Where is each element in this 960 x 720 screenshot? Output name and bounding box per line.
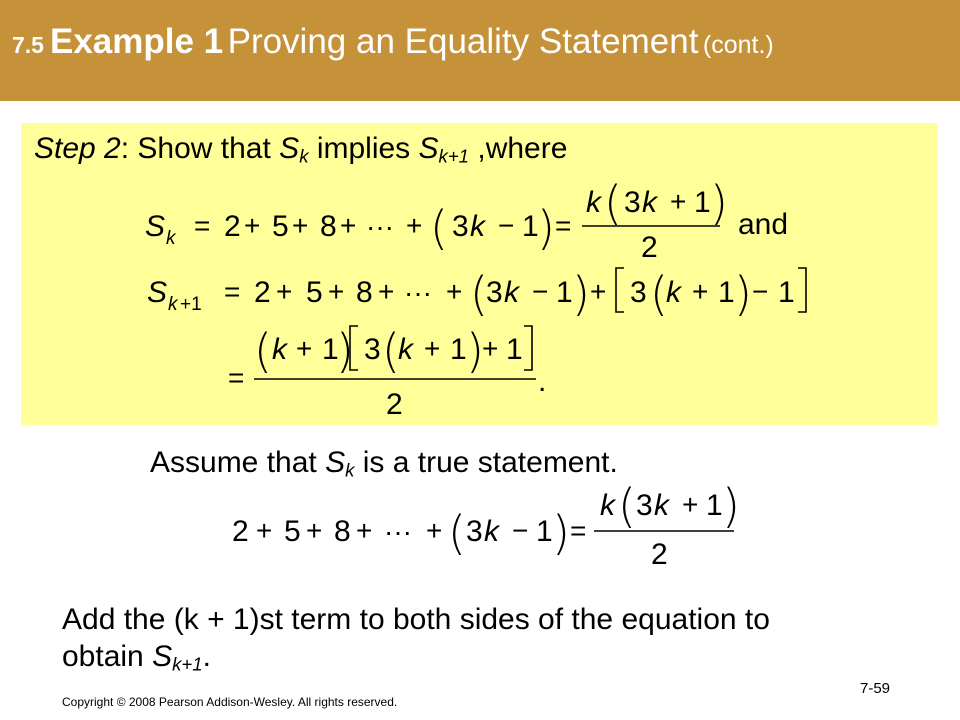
svg-text:3: 3 [452, 210, 469, 243]
svg-text:+: + [590, 276, 607, 307]
svg-text:3: 3 [486, 276, 503, 309]
equation-assumption [232, 479, 740, 571]
svg-text:−: − [752, 276, 769, 307]
svg-text:···: ··· [384, 516, 412, 547]
svg-text:k: k [666, 276, 681, 309]
svg-text:+: + [296, 333, 313, 364]
svg-text:3: 3 [466, 515, 483, 548]
svg-text:···: ··· [366, 211, 394, 242]
svg-text:+: + [276, 276, 293, 307]
svg-text:+: + [292, 210, 309, 241]
svg-text:+: + [424, 333, 441, 364]
svg-text:2: 2 [224, 210, 241, 243]
svg-text:k: k [600, 489, 615, 522]
svg-text:+: + [328, 276, 345, 307]
svg-text:k: k [586, 186, 601, 219]
svg-text:3: 3 [364, 333, 381, 366]
svg-text:k: k [166, 228, 176, 249]
svg-text:k: k [654, 489, 669, 522]
svg-text:5: 5 [284, 515, 301, 548]
svg-text:(: ( [430, 201, 448, 255]
svg-text:S: S [145, 210, 166, 243]
svg-text:1: 1 [778, 276, 795, 309]
svg-text:): ) [572, 267, 590, 321]
instruction-line-1: Add the (k + 1)st term to both sides of the equation to [62, 603, 770, 636]
svg-text:k: k [642, 186, 657, 219]
section-number: 7.5 [12, 32, 44, 58]
page-number: 7-59 [860, 680, 891, 697]
svg-text:and: and [738, 208, 789, 241]
svg-text:3: 3 [624, 186, 641, 219]
svg-text:+: + [340, 210, 357, 241]
assumption-statement: Assume that $S_k$ is a true statement. [150, 446, 618, 481]
svg-text:(: ( [470, 267, 488, 321]
svg-text:···: ··· [404, 277, 432, 308]
svg-text:=: = [194, 210, 211, 241]
svg-text:(: ( [604, 176, 622, 230]
cont-label: (cont.) [702, 31, 774, 59]
svg-text:+1: +1 [180, 294, 202, 315]
svg-text:8: 8 [320, 210, 337, 243]
svg-text:3: 3 [630, 276, 647, 309]
example-label: Example 1 [49, 22, 224, 61]
svg-text:2: 2 [386, 388, 403, 421]
svg-text:5: 5 [272, 210, 289, 243]
svg-text:+: + [670, 186, 687, 217]
svg-text:1: 1 [450, 333, 467, 366]
svg-text:S: S [147, 276, 168, 309]
svg-text:(: ( [254, 324, 272, 378]
svg-text:8: 8 [356, 276, 373, 309]
svg-text:2: 2 [651, 538, 668, 571]
svg-text:): ) [710, 176, 728, 230]
svg-text:): ) [336, 324, 354, 378]
copyright-notice: Copyright © 2008 Pearson Addison-Wesley. All rights reserved. [62, 695, 398, 709]
svg-text:5: 5 [306, 276, 323, 309]
svg-text:): ) [537, 201, 555, 255]
svg-text:(: ( [650, 267, 668, 321]
svg-text:2: 2 [254, 276, 271, 309]
svg-text:k: k [504, 276, 519, 309]
svg-text:=: = [228, 362, 245, 393]
title-text: Proving an Equality Statement [227, 22, 699, 61]
svg-text:1: 1 [706, 489, 723, 522]
svg-text:+: + [446, 276, 463, 307]
svg-text:+: + [256, 515, 273, 546]
svg-text:=: = [224, 276, 241, 307]
svg-text:+: + [356, 515, 373, 546]
svg-text:2: 2 [232, 515, 249, 548]
svg-text:1: 1 [322, 333, 339, 366]
svg-text:(: ( [618, 479, 636, 533]
svg-text:1: 1 [536, 515, 553, 548]
svg-text:): ) [466, 324, 484, 378]
svg-text:+: + [682, 489, 699, 520]
step-label: Step 2 [34, 132, 121, 165]
svg-text:3: 3 [636, 489, 653, 522]
svg-text:): ) [552, 506, 570, 560]
svg-text:+: + [244, 210, 261, 241]
svg-text:(: ( [448, 506, 466, 560]
svg-text:+: + [482, 333, 499, 364]
equation-sk1-rhs [228, 324, 546, 421]
step-statement: Step 2: Show that $S_k$ implies $S_{k+1}$ ,where [34, 132, 568, 167]
svg-text:8: 8 [334, 515, 351, 548]
svg-text:+: + [406, 210, 423, 241]
svg-text:−: − [498, 210, 515, 241]
svg-text:=: = [570, 515, 587, 546]
svg-text:1: 1 [718, 276, 735, 309]
svg-text:.: . [538, 365, 547, 398]
svg-text:+: + [692, 276, 709, 307]
svg-text:k: k [470, 210, 485, 243]
equation-sk [145, 176, 788, 264]
svg-text:k: k [398, 333, 413, 366]
svg-text:−: − [512, 515, 529, 546]
svg-text:k: k [484, 515, 499, 548]
svg-text:=: = [555, 210, 572, 241]
svg-text:): ) [722, 479, 740, 533]
svg-text:+: + [306, 515, 323, 546]
svg-text:k: k [168, 294, 178, 315]
svg-text:(: ( [382, 324, 400, 378]
svg-text:2: 2 [641, 231, 658, 264]
svg-text:+: + [378, 276, 395, 307]
svg-text:1: 1 [522, 210, 539, 243]
svg-text:1: 1 [694, 186, 711, 219]
svg-text:1: 1 [506, 333, 523, 366]
svg-text:+: + [426, 515, 443, 546]
svg-text:−: − [532, 276, 549, 307]
svg-text:): ) [734, 267, 752, 321]
svg-text:k: k [272, 333, 287, 366]
equation-sk1 [147, 267, 806, 321]
instruction-line-2: obtain $S_{k+1}$. [62, 640, 211, 675]
svg-text:1: 1 [556, 276, 573, 309]
